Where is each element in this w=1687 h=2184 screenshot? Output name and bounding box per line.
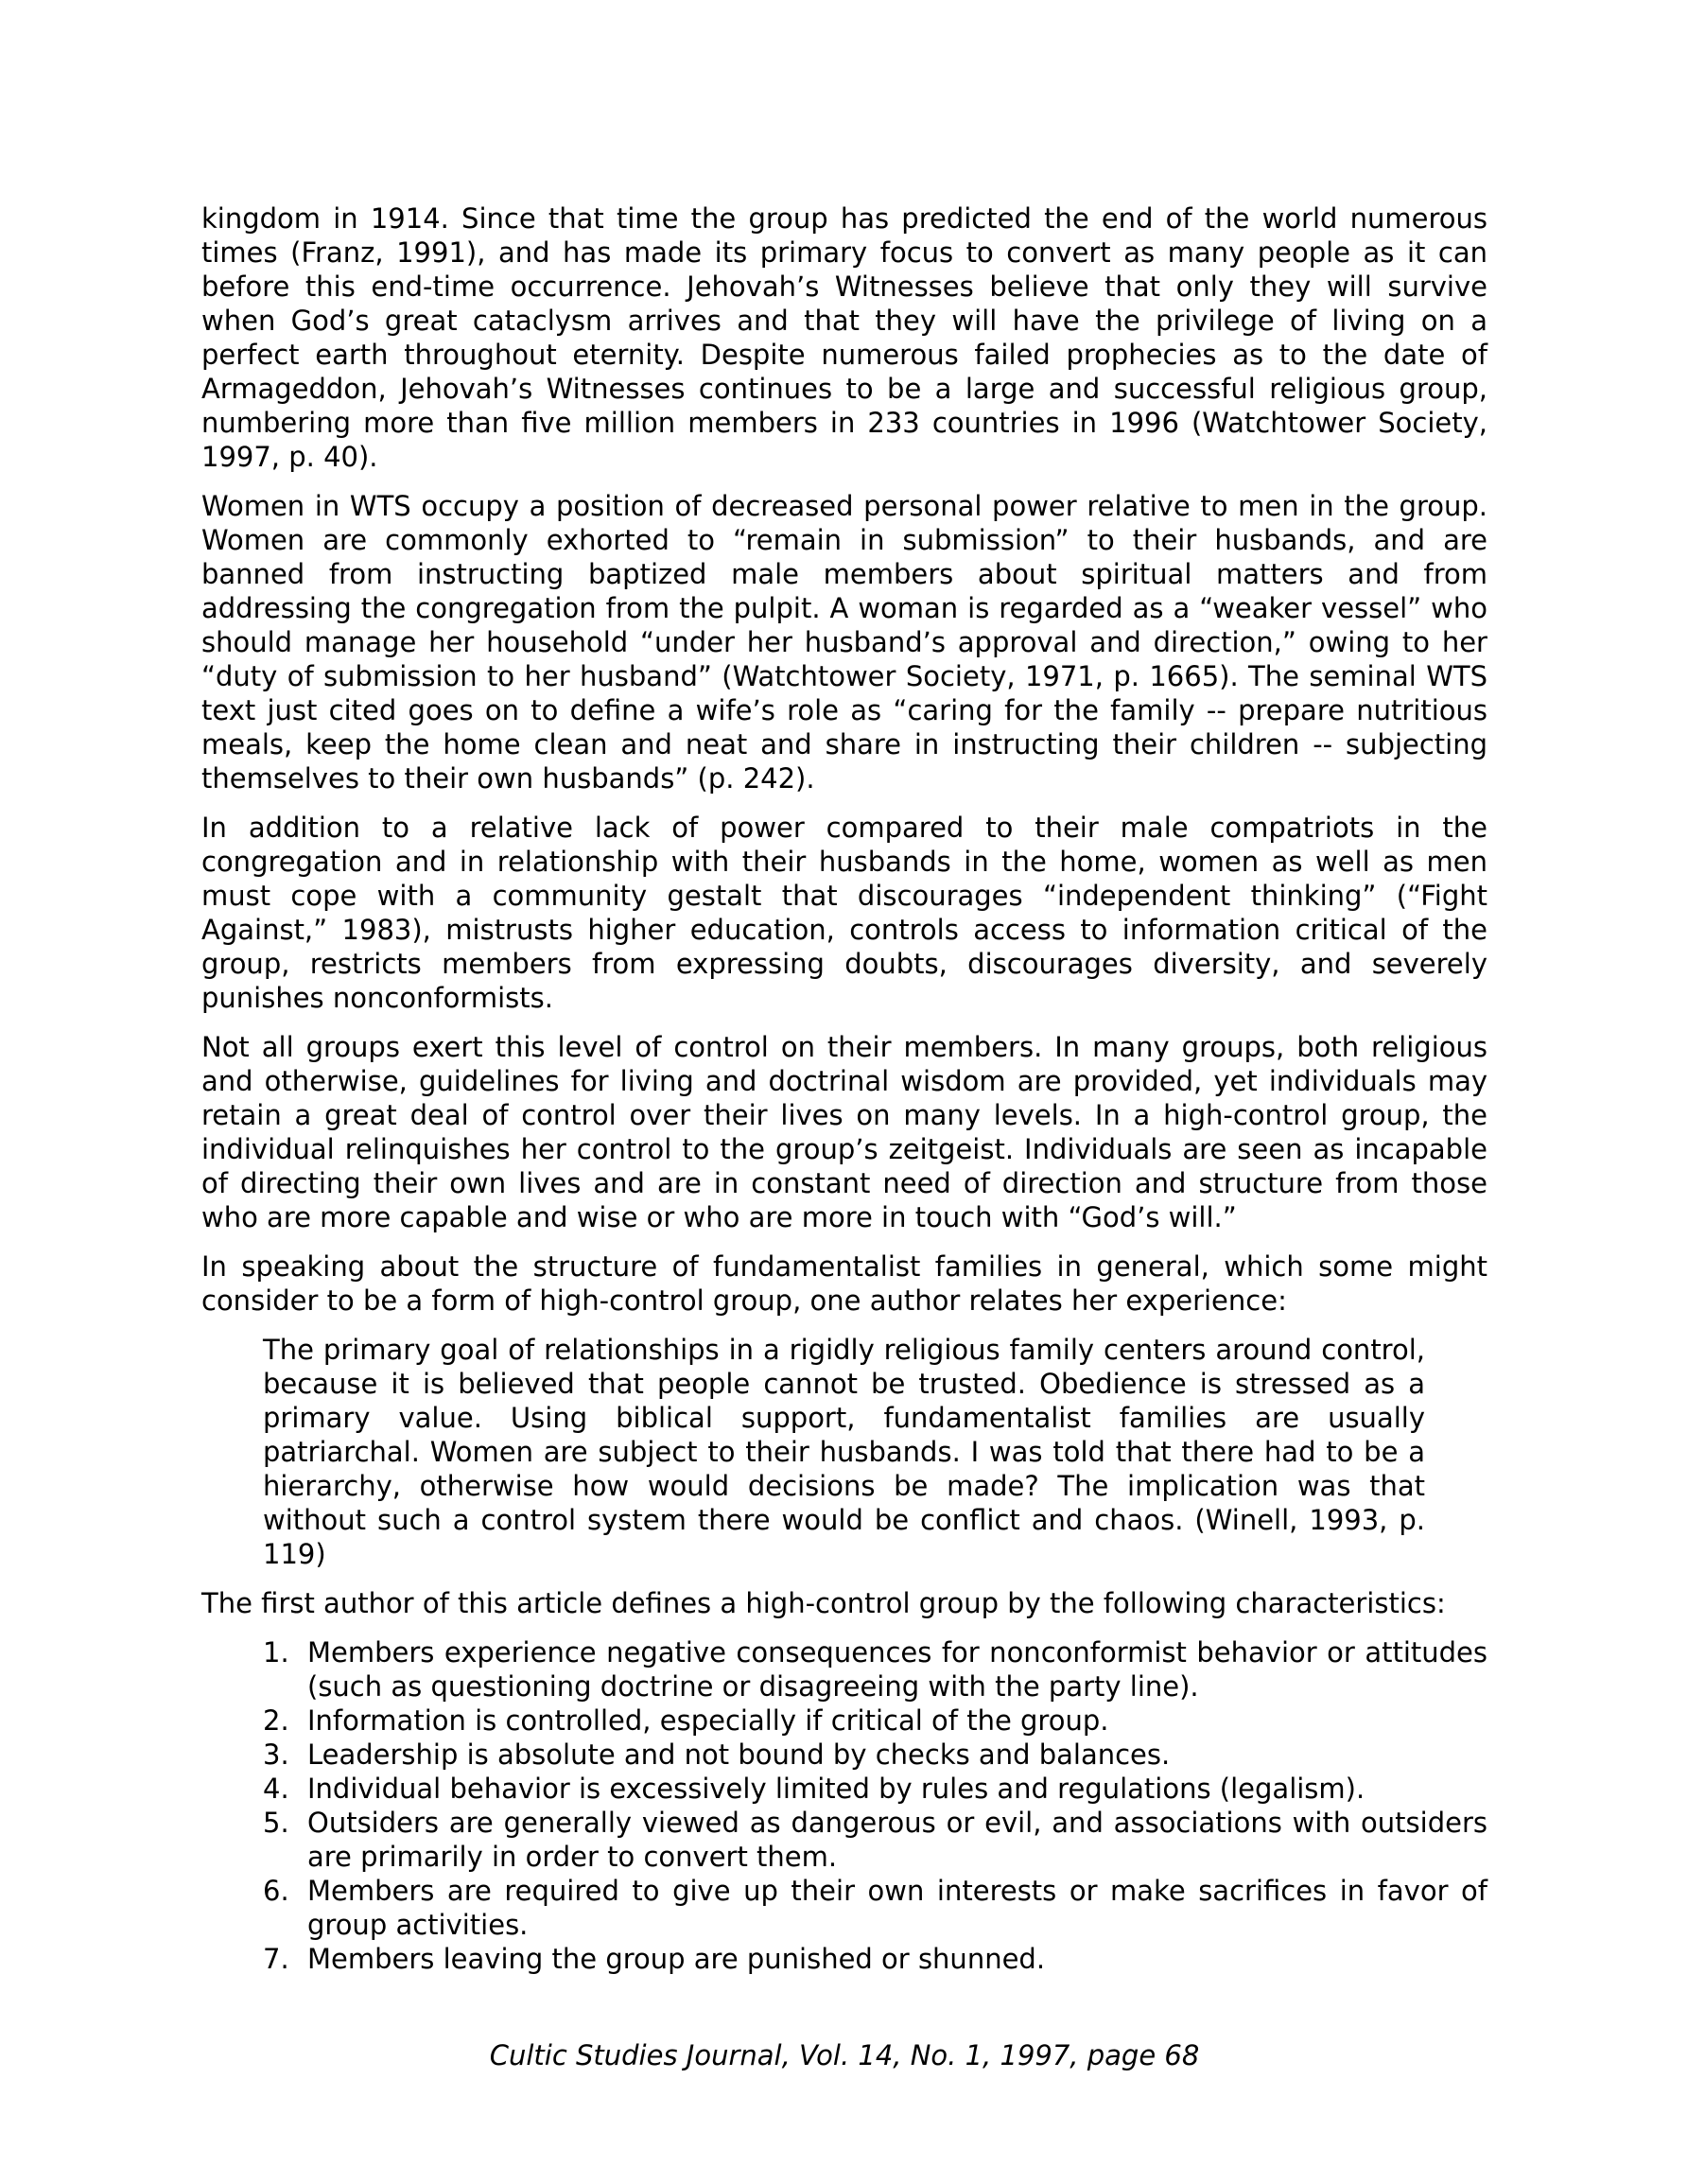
footer-citation: Cultic Studies Journal, Vol. 14, No. 1, 1997, page 68 [489,2039,1200,2071]
list-item-text: Individual behavior is excessively limited by rules and regulations (legalism). [307,1773,1365,1805]
list-item-number: 2. [263,1704,289,1737]
body-paragraph-3: In addition to a relative lack of power compared to their male compatriots in the congregation and in relationship with their husbands in the home, women as well as men must cope with a community gestalt that discourages “independent thinking” (“Fight Against,” 1983), mistrusts higher education, controls access to information critical of the group, restricts members from expressing doubts, discourages diversity, and severely punishes nonconformists. [201,812,1487,1014]
list-item-number: 3. [263,1738,289,1771]
characteristics-list [263,1635,1487,1976]
block-quote: The primary goal of relationships in a rigidly religious family centers around control, because it is believed that people cannot be trusted. Obedience is stressed as a primary value. Using biblical support, fundamentalist families are usually patriarchal. Women are subject to their husbands. I was told that there had to be a hierarchy, otherwise how would decisions be made? The implication was that without such a control system there would be conflict and chaos. (Winell, 1993, p. 119) [263,1334,1425,1570]
body-paragraph-5: In speaking about the structure of fundamentalist families in general, which some might consider to be a form of high-control group, one author relates her experience: [201,1250,1487,1317]
list-item-number: 5. [263,1807,289,1839]
list-item-text: Members leaving the group are punished or shunned. [307,1943,1046,1975]
list-item-text: Members are required to give up their own interests or make sacrifices in favor of group activities. [307,1875,1487,1941]
body-paragraph-4: Not all groups exert this level of control on their members. In many groups, both religious and otherwise, guidelines for living and doctrinal wisdom are provided, yet individuals may retain a great deal of control over their lives on many levels. In a high-control group, the individual relinquishes her control to the group’s zeitgeist. Individuals are seen as incapable of directing their own lives and are in constant need of direction and structure from those who are more capable and wise or who are more in touch with “God’s will.” [201,1031,1487,1233]
list-intro-paragraph: The first author of this article defines a high-control group by the following characteristics: [201,1587,1446,1619]
list-item [263,1874,1487,1942]
list-item-text: Members experience negative consequences for nonconformist behavior or attitudes (such as questioning doctrine or disagreeing with the party line). [307,1636,1487,1703]
list-item-number: 1. [263,1636,289,1669]
list-item-text: Leadership is absolute and not bound by checks and balances. [307,1738,1171,1771]
list-item [263,1738,1487,1772]
list-item [263,1942,1487,1976]
list-item-text: Information is controlled, especially if critical of the group. [307,1704,1109,1737]
list-item [263,1772,1487,1806]
body-paragraph-1: kingdom in 1914. Since that time the group has predicted the end of the world numerous times (Franz, 1991), and has made its primary focus to convert as many people as it can before this end-time occurrence. Jehovah’s Witnesses believe that only they will survive when God’s great cataclysm arrives and that they will have the privilege of living on a perfect earth throughout eternity. Despite numerous failed prophecies as to the date of Armageddon, Jehovah’s Witnesses continues to be a large and successful religious group, numbering more than five million members in 233 countries in 1996 (Watchtower Society, 1997, p. 40). [201,202,1487,473]
list-item-text: Outsiders are generally viewed as dangerous or evil, and associations with outsiders are primarily in order to convert them. [307,1807,1487,1873]
list-item-number: 6. [263,1875,289,1907]
body-paragraph-2: Women in WTS occupy a position of decreased personal power relative to men in the group. Women are commonly exhorted to “remain in submission” to their husbands, and are banned from instructing baptized male members about spiritual matters and from addressing the congregation from the pulpit. A woman is regarded as a “weaker vessel” who should manage her household “under her husband’s approval and direction,” owing to her “duty of submission to her husband” (Watchtower Society, 1971, p. 1665). The seminal WTS text just cited goes on to define a wife’s role as “caring for the family -- prepare nutritious meals, keep the home clean and neat and share in instructing their children -- subjecting themselves to their own husbands” (p. 242). [201,490,1487,795]
list-item-number: 7. [263,1943,289,1975]
list-item [263,1806,1487,1874]
list-item [263,1704,1487,1738]
list-item [263,1635,1487,1704]
list-item-number: 4. [263,1773,289,1805]
